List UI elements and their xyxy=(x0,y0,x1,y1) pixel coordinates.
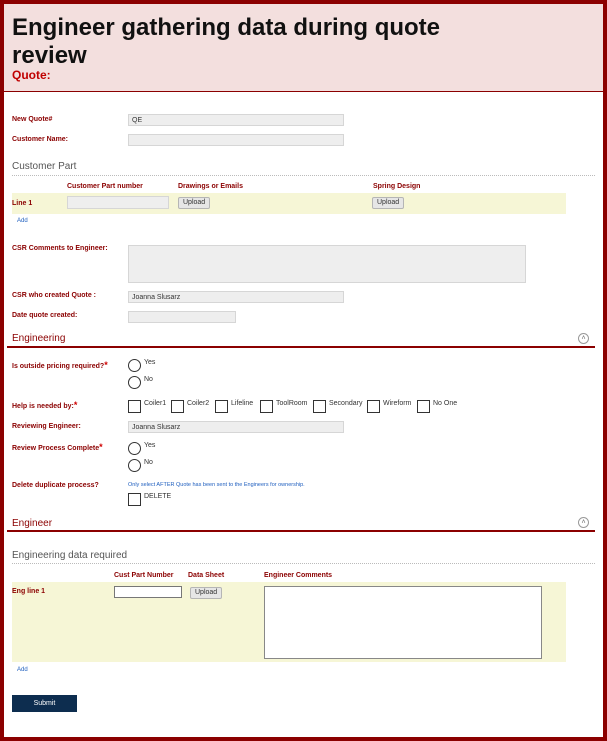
help-coiler1-label: Coiler1 xyxy=(144,400,167,407)
engineering-section-title: Engineering xyxy=(12,333,66,344)
page-header xyxy=(4,4,603,92)
col-engineer-comments: Engineer Comments xyxy=(264,572,333,579)
drawings-upload-button[interactable]: Upload xyxy=(178,197,210,209)
outside-pricing-yes-label: Yes xyxy=(144,359,156,366)
review-complete-no-label: No xyxy=(144,459,153,466)
chevron-up-icon[interactable]: ˄ xyxy=(578,333,589,344)
engineer-divider xyxy=(7,530,595,532)
outside-pricing-label: Is outside pricing required?* xyxy=(12,360,108,370)
help-toolroom-checkbox[interactable] xyxy=(260,400,273,413)
required-mark: * xyxy=(104,360,108,370)
help-no-one-label: No One xyxy=(433,400,458,407)
help-secondary-checkbox[interactable] xyxy=(313,400,326,413)
col-spring-design: Spring Design xyxy=(373,183,421,190)
section-divider xyxy=(12,175,595,176)
required-mark: * xyxy=(73,400,78,410)
new-quote-field[interactable]: QE xyxy=(128,114,344,126)
review-complete-yes-radio[interactable] xyxy=(128,442,141,455)
help-coiler2-label: Coiler2 xyxy=(187,400,210,407)
required-mark: * xyxy=(99,442,103,452)
delete-option-label: DELETE xyxy=(144,493,172,500)
help-coiler1-checkbox[interactable] xyxy=(128,400,141,413)
col-customer-part-number: Customer Part number xyxy=(67,183,143,190)
csr-created-by-label: CSR who created Quote : xyxy=(12,292,97,299)
date-created-field[interactable] xyxy=(128,311,236,323)
customer-part-section-title: Customer Part xyxy=(12,161,77,172)
data-sheet-upload-button[interactable]: Upload xyxy=(190,587,222,599)
customer-part-number-field[interactable] xyxy=(67,196,169,209)
add-engineer-line-link[interactable]: Add xyxy=(17,667,28,673)
engineer-comments-textarea[interactable] xyxy=(264,586,542,659)
delete-duplicate-label: Delete duplicate process? xyxy=(12,482,99,489)
page-title: Engineer gathering data during quote review xyxy=(12,14,441,69)
delete-checkbox[interactable] xyxy=(128,493,141,506)
eng-line-label: Eng line 1 xyxy=(12,588,46,595)
new-quote-label: New Quote# xyxy=(12,116,53,123)
help-wireform-checkbox[interactable] xyxy=(367,400,380,413)
customer-name-label: Customer Name: xyxy=(12,136,69,143)
customer-name-field[interactable] xyxy=(128,134,344,146)
delete-note: Only select AFTER Quote has been sent to the Engineers for ownership. xyxy=(128,482,305,488)
engineering-data-required-title: Engineering data required xyxy=(12,550,128,561)
outside-pricing-yes-radio[interactable] xyxy=(128,359,141,372)
csr-comments-label: CSR Comments to Engineer: xyxy=(12,245,108,252)
help-secondary-label: Secondary xyxy=(329,400,363,407)
outside-pricing-no-label: No xyxy=(144,376,153,383)
help-needed-label: Help is needed by:* xyxy=(12,400,78,410)
reviewing-engineer-field[interactable]: Joanna Slusarz xyxy=(128,421,344,433)
date-created-label: Date quote created: xyxy=(12,312,78,319)
help-lifeline-label: Lifeline xyxy=(231,400,254,407)
cust-part-number-input[interactable] xyxy=(114,586,182,598)
help-wireform-label: Wireform xyxy=(383,400,412,407)
outside-pricing-no-radio[interactable] xyxy=(128,376,141,389)
col-data-sheet: Data Sheet xyxy=(188,572,225,579)
help-coiler2-checkbox[interactable] xyxy=(171,400,184,413)
review-complete-no-radio[interactable] xyxy=(128,459,141,472)
help-toolroom-label: ToolRoom xyxy=(276,400,308,407)
csr-created-by-field[interactable]: Joanna Slusarz xyxy=(128,291,344,303)
help-no-one-checkbox[interactable] xyxy=(417,400,430,413)
submit-button[interactable]: Submit xyxy=(12,695,77,712)
col-cust-part-number: Cust Part Number xyxy=(114,572,174,579)
engineering-divider xyxy=(7,346,595,348)
chevron-up-icon[interactable]: ˄ xyxy=(578,517,589,528)
engineer-section-title: Engineer xyxy=(12,518,53,529)
reviewing-engineer-label: Reviewing Engineer: xyxy=(12,423,81,430)
section-divider xyxy=(12,563,595,564)
review-complete-label: Review Process Complete* xyxy=(12,442,103,452)
add-customer-part-link[interactable]: Add xyxy=(17,218,28,224)
col-drawings-emails: Drawings or Emails xyxy=(178,183,243,190)
review-complete-yes-label: Yes xyxy=(144,442,156,449)
csr-comments-textarea[interactable] xyxy=(128,245,526,283)
page-subtitle: Quote: xyxy=(12,68,51,82)
help-lifeline-checkbox[interactable] xyxy=(215,400,228,413)
line-label: Line 1 xyxy=(12,200,33,207)
spring-design-upload-button[interactable]: Upload xyxy=(372,197,404,209)
